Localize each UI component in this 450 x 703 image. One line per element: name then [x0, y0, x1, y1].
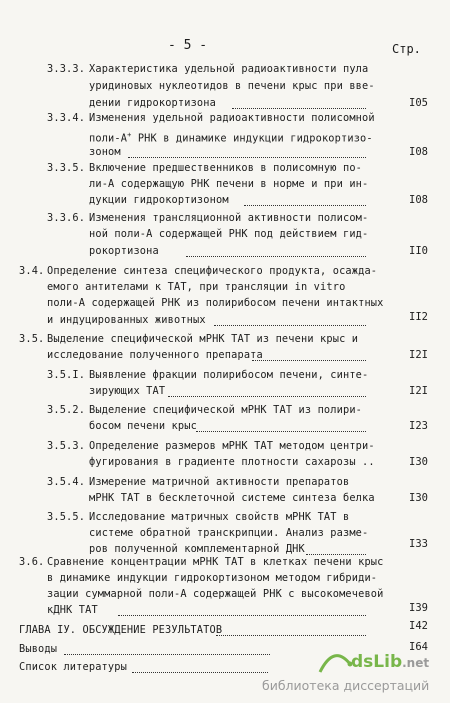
toc-entry-page: I33 [409, 538, 428, 550]
toc-entry-number: 3.6. [19, 556, 45, 568]
toc-entry-number: 3.5.5. [47, 511, 86, 523]
toc-entry-line: кДНК ТАТ [47, 604, 98, 616]
toc-entry-line: дукции гидрокортизоном [89, 194, 229, 206]
toc-entry-line: Измерение матричной активности препаратов [89, 476, 350, 488]
watermark-arc-icon [316, 650, 352, 676]
toc-entry-number: 3.5.2. [47, 404, 86, 416]
toc-entry-line: Выделение специфической мРНК ТАТ из печени крыс и [47, 333, 359, 345]
dot-leader [196, 431, 366, 432]
toc-entry-line: рокортизона [89, 245, 159, 257]
toc-entry-line: ГЛАВА IУ. ОБСУЖДЕНИЕ РЕЗУЛЬТАТОВ [19, 624, 223, 636]
dot-leader [168, 396, 366, 397]
toc-entry-page: I2I [409, 349, 428, 361]
toc-entry-number: 3.4. [19, 265, 45, 277]
toc-entry-line: Выявление фракции полирибосом печени, синте- [89, 369, 369, 381]
toc-entry-line: ров полученной комплементарной ДНК [89, 543, 305, 555]
toc-entry-line: системе обратной транскрипции. Анализ разме- [89, 527, 369, 539]
dot-leader [132, 672, 268, 673]
site-watermark [256, 650, 446, 698]
dot-leader [306, 554, 366, 555]
toc-entry-line: дении гидрокортизона [89, 97, 216, 109]
toc-entry-page: II2 [409, 311, 428, 323]
toc-entry-line: Список литературы [19, 661, 127, 673]
toc-entry-line: исследование полученного препарата [47, 349, 263, 361]
toc-entry-line: босом печени крыс [89, 420, 197, 432]
toc-entry-line: уридиновых нуклеотидов в печени крыс при вве- [89, 80, 375, 92]
dot-leader [252, 360, 366, 361]
dot-leader [232, 108, 366, 109]
toc-entry-line: Определение синтеза специфического продукта, осажда- [47, 265, 378, 277]
toc-entry-line: в динамике индукции гидрокортизоном методом гибриди- [47, 572, 378, 584]
toc-entry-line: Изменения удельной радиоактивности полисомной [89, 112, 375, 124]
toc-entry-page: I05 [409, 97, 428, 109]
toc-entry-page: I2I [409, 385, 428, 397]
toc-entry-line: ли-А содержащую РНК печени в норме и при ин- [89, 178, 369, 190]
toc-entry-line: Включение предшественников в полисомную по- [89, 162, 363, 174]
toc-entry-line: поли-А содержащей РНК из полирибосом печени интактных [47, 297, 384, 309]
dot-leader [64, 654, 270, 655]
toc-entry-number: 3.5.I. [47, 369, 86, 381]
toc-entry-number: 3.5. [19, 333, 45, 345]
toc-entry-line: зирующих ТАТ [89, 385, 166, 397]
dot-leader [244, 205, 366, 206]
toc-entry-line: Изменения трансляционной активности полисом- [89, 212, 369, 224]
toc-entry-number: 3.3.4. [47, 112, 86, 124]
toc-entry-page: I08 [409, 146, 428, 158]
dot-leader [214, 325, 366, 326]
toc-entry-line: поли-А+ РНК в динамике индукции гидрокортизо- [89, 131, 373, 145]
watermark-subtitle: библиотека диссертаций [262, 678, 430, 693]
toc-entry-page: I39 [409, 602, 428, 614]
dot-leader [118, 615, 366, 616]
toc-entry-page: I64 [409, 641, 428, 650]
toc-entry-page: I42 [409, 620, 428, 632]
toc-entry-page: I23 [409, 420, 428, 432]
toc-entry-page: I30 [409, 492, 428, 504]
dot-leader [186, 256, 366, 257]
toc-entry-number: 3.3.3. [47, 63, 86, 75]
toc-entry-line: Определение размеров мРНК ТАТ методом центри- [89, 440, 375, 452]
dot-leader [128, 157, 366, 158]
toc-entry-number: 3.5.3. [47, 440, 86, 452]
toc-entry-page: II0 [409, 245, 428, 257]
column-label: Стр. [392, 42, 421, 56]
toc-entry-number: 3.3.5. [47, 162, 86, 174]
toc-entry-line: мРНК ТАТ в бесклеточной системе синтеза белка [89, 492, 375, 504]
page-number: - 5 - [168, 38, 208, 53]
toc-entry-line: Характеристика удельной радиоактивности пула [89, 63, 369, 75]
toc-entry-page: I30 [409, 456, 428, 468]
toc-entry-line: емого антителами к ТАТ, при трансляции in vitro [47, 281, 346, 293]
toc-entry-number: 3.5.4. [47, 476, 86, 488]
toc-entry-number: 3.3.6. [47, 212, 86, 224]
toc-entry-line: зации суммарной поли-А содержащей РНК с высокомечевой [47, 588, 384, 600]
toc-entry-line: ной поли-А содержащей РНК под действием гид- [89, 228, 369, 240]
watermark-logo: dsLib.net [351, 652, 430, 672]
toc-entry-line: зоном [89, 146, 121, 158]
toc-entry-line: и индуцированных животных [47, 314, 206, 326]
toc-entry-line: Исследование матричных свойств мРНК ТАТ в [89, 511, 350, 523]
toc-entry-page: I08 [409, 194, 428, 206]
toc-entry-line: Выделение специфической мРНК ТАТ из полири- [89, 404, 363, 416]
toc-entry-line: Сравнение концентрации мРНК ТАТ в клетках печени крыс [47, 556, 384, 568]
toc-entry-line: Выводы [19, 643, 58, 655]
toc-entry-line: фугирования в градиенте плотности сахарозы .. [89, 456, 375, 468]
dot-leader [216, 635, 366, 636]
